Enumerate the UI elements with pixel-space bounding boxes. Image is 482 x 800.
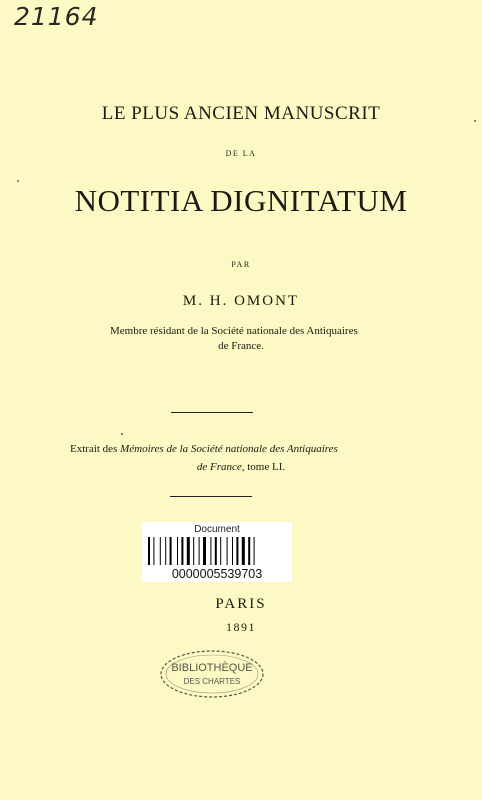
barcode-bar: [248, 537, 250, 565]
barcode-bar: [210, 537, 211, 565]
barcode-icon: [144, 537, 290, 567]
paper-speck: [17, 180, 19, 182]
barcode-caption: Document: [194, 524, 240, 535]
barcode-bar: [165, 537, 166, 565]
author-name: M. H. OMONT: [182, 293, 300, 309]
barcode-bar: [220, 537, 221, 565]
extract-source-title: Mémoires de la Société nationale des Antiquaires: [120, 443, 338, 455]
barcode-bar: [232, 537, 233, 565]
divider-rule: [171, 412, 253, 413]
barcode-bar: [181, 537, 183, 565]
barcode-number: 0000005539703: [171, 567, 263, 581]
barcode-bar: [215, 537, 217, 565]
barcode-bar: [153, 537, 154, 565]
imprint-city: PARIS: [215, 596, 267, 612]
stamp-border: [161, 651, 263, 697]
barcode-bar: [242, 537, 245, 565]
barcode-bar: [227, 537, 228, 565]
library-stamp: [158, 648, 266, 700]
divider-rule: [170, 496, 252, 497]
stamp-text-line-2: DES CHARTES: [183, 677, 241, 686]
affiliation-line-2: de France.: [218, 340, 264, 352]
title-line-2: DE LA: [225, 149, 257, 158]
par-label: PAR: [231, 260, 251, 269]
barcode-bar: [148, 537, 150, 565]
barcode-bar: [254, 537, 255, 565]
barcode-bar: [177, 537, 178, 565]
extract-line-2: [0, 461, 482, 473]
paper-speck: [474, 120, 476, 122]
stamp-text-line-1: BIBLIOTHÈQUE: [171, 662, 253, 674]
barcode-bar: [170, 537, 172, 565]
barcode-bar: [203, 537, 206, 565]
affiliation-line-1: Membre résidant de la Société nationale des Antiquaires: [110, 325, 358, 337]
barcode-label-sticker: [142, 522, 292, 582]
barcode-bar: [160, 537, 161, 565]
barcode-bar: [199, 537, 200, 565]
barcode-bar: [236, 537, 238, 565]
paper-speck: [121, 433, 123, 435]
barcode-bar: [187, 537, 190, 565]
handwritten-shelfmark: 21164: [14, 2, 99, 31]
extract-volume: tome LI.: [244, 461, 286, 473]
extract-prefix: Extrait des: [70, 443, 121, 455]
stamp-inner-border: [166, 655, 258, 693]
extract-source-title-end: de France,: [196, 461, 245, 473]
extract-line-1: [70, 443, 338, 455]
imprint-year: 1891: [226, 620, 256, 634]
title-line-1: LE PLUS ANCIEN MANUSCRIT: [101, 103, 381, 124]
barcode-bar: [193, 537, 194, 565]
main-title: NOTITIA DIGNITATUM: [74, 183, 408, 218]
